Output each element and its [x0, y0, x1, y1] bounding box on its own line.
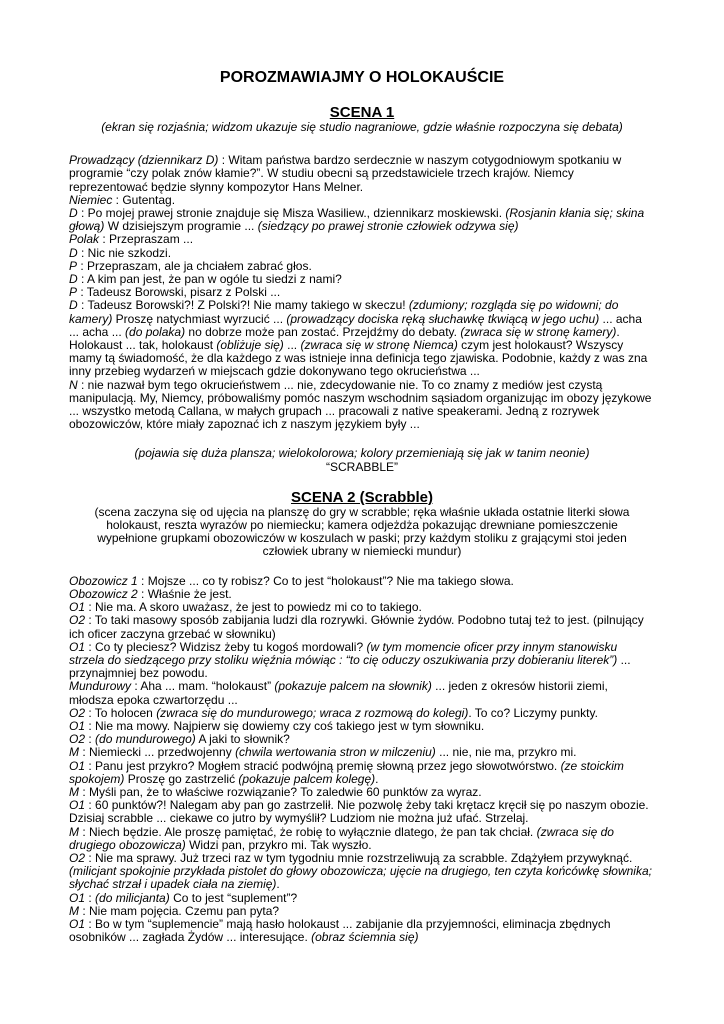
line-text: . Holokaust ... tak, holokaust: [69, 324, 620, 353]
italic-text: O1: [69, 890, 86, 905]
line-text: : Bo w tym “suplemencie” mają hasło holokaust ... zabijanie dla przyjemności, eliminacja zbędnych osobników ... zagłada Żydów ... interesujące.: [69, 916, 611, 945]
italic-text: (chwila wertowania stron w milczeniu): [235, 745, 436, 760]
line-text: ...: [283, 338, 301, 353]
italic-text: O2: [69, 850, 86, 865]
italic-text: (do mundurowego): [95, 732, 196, 747]
italic-text: (Rosjanin kłania się; skina głową): [69, 206, 645, 234]
scene1-line: [69, 299, 655, 378]
document-title: POROZMAWIAJMY O HOLOKAUŚCIE: [219, 69, 505, 86]
italic-text: (obraz ściemnia się): [311, 930, 419, 945]
italic-text: Obozowicz 1: [69, 573, 138, 588]
scene2-line: [69, 918, 655, 944]
line-text: : Przepraszam, ale ja chciałem zabrać głos.: [77, 258, 312, 273]
line-text: : Niemiecki ... przedwojenny: [79, 745, 236, 760]
scene2-line: [69, 760, 655, 786]
line-text: ... jeden z okresów historii ziemi, młodsza epoka czwartorzędu ...: [69, 679, 608, 707]
italic-text: O1: [69, 639, 86, 654]
italic-text: D: [69, 272, 78, 287]
italic-text: P: [69, 285, 78, 300]
italic-text: Niemiec: [69, 192, 113, 207]
scrabble-sign: “SCRABBLE”: [325, 459, 399, 474]
italic-text: (zwraca się do mundurowego; wraca z rozmową do kolegi): [156, 705, 469, 720]
italic-text: (zdumiony; rozgląda się po widowni; do kamery): [69, 298, 619, 326]
italic-text: (milicjant spokojnie przykłada pistolet do głowy obozowicza; ujęcie na drugiego, ten czyta końcówkę słownika; słychać strzał i upadek ciała na ziemię): [69, 864, 652, 892]
line-text: Co to jest “suplement”?: [169, 890, 298, 905]
italic-text: O1: [69, 916, 86, 931]
italic-text: (ze stoickim spokojem): [69, 758, 624, 786]
line-text: ... nie, nie ma, przykro mi.: [435, 745, 577, 760]
line-text: : A kim pan jest, że pan w ogóle tu siedzi z nami?: [77, 272, 342, 287]
italic-text: M: [69, 784, 79, 799]
line-text: : Po mojej prawej stronie znajduje się Misza Wasiliew., dziennikarz moskiewski.: [77, 206, 506, 221]
line-text: no dobrze może pan zostać. Przejdźmy do debaty.: [185, 324, 461, 339]
italic-text: M: [69, 903, 79, 918]
italic-text: D: [69, 206, 78, 221]
scene2-line: [69, 614, 655, 640]
line-text: czym jest holokaust? Wszyscy mamy tą świadomość, że dla każdego z was istnieje inna definicja tego zjawiska. Podobnie, każdy z was zna inny przebieg wydarzeń w miejscach gdzie dokonywano tego okrucieństwa ...: [69, 338, 648, 379]
line-text: : Nie ma sprawy. Już trzeci raz w tym tygodniu mnie rozstrzeliwują za scrabble. Zdążyłem przywyknąć.: [85, 850, 633, 865]
italic-text: (obliżuje się): [216, 338, 284, 353]
line-text: : To holocen: [85, 705, 157, 720]
italic-text: (do milicjanta): [95, 890, 170, 905]
scene-1-closing-note: (pojawia się duża plansza; wielokolorowa; kolory przemieniają się jak w tanim neonie): [134, 446, 590, 461]
line-text: Proszę go zastrzelić: [124, 771, 239, 786]
scene-2-stage-note: (scena zaczyna się od ujęcia na planszę do gry w scrabble; ręka właśnie układa ostatnie literki słowa holokaust, reszta wyrazów po niemiecku; kamera odjeżdża pokazując drewniane pomieszczenie wypełnione grupkami obozowiczów w koszulach w paski; przy każdym stoliku z grającymi stoi jeden człowiek ubrany w niemiecki mundur): [94, 504, 630, 559]
line-text: : nie nazwał bym tego okrucieństwem ... nie, zdecydowanie nie. To co znamy z mediów jest czystą manipulacją. My, Niemcy, próbowaliśmy pomóc naszym wschodnim sąsiadom organizując im obozy językowe ... wszystko metodą Callana, w małych grupach ... pracowali z native speakerami. Jedną z rozrywek obozowiczów, które miały zapoznać ich z naszym językiem były ...: [69, 377, 652, 432]
scene-1-dialogue: [69, 154, 655, 431]
scene2-line: [69, 641, 655, 681]
scene-2-dialogue: [69, 575, 655, 945]
line-text: : 60 punktów?! Nalegam aby pan go zastrzelił. Nie pozwolę żeby taki krętacz kręcił się po naszym obozie. Dzisiaj scrabble ... ciekawe co jutro by wymyślił? Ludziom nie można już ufać. Strzelaj.: [69, 798, 649, 826]
italic-text: Polak: [69, 232, 100, 247]
line-text: . To co? Liczymy punkty.: [468, 705, 598, 720]
italic-text: O2: [69, 613, 86, 628]
italic-text: O1: [69, 718, 86, 733]
italic-text: (prowadzący dociska ręką słuchawkę tkwiącą w jego uchu): [286, 311, 600, 326]
line-text: : Mojsze ... co ty robisz? Co to jest “holokaust”? Nie ma takiego słowa.: [137, 573, 514, 588]
document-page: [69, 68, 655, 944]
italic-text: (zwraca się w stronę kamery): [460, 324, 617, 339]
scene1-line: [69, 379, 655, 432]
italic-text: Mundurowy: [69, 679, 132, 694]
scene2-line: [69, 680, 655, 706]
italic-text: O1: [69, 758, 86, 773]
italic-text: M: [69, 745, 79, 760]
line-text: A jaki to słownik?: [195, 732, 290, 747]
italic-text: Obozowicz 2: [69, 586, 138, 601]
scene2-line: [69, 799, 655, 825]
italic-text: M: [69, 824, 79, 839]
line-text: : Aha ... mam. “holokaust”: [131, 679, 275, 694]
italic-text: N: [69, 377, 78, 392]
line-text: : Tadeusz Borowski, pisarz z Polski ...: [77, 285, 281, 300]
scene-2-heading: SCENA 2 (Scrabble): [291, 488, 433, 506]
line-text: Widzi pan, przykro mi. Tak wyszło.: [185, 837, 372, 852]
italic-text: (pokazuje palcem na słownik): [274, 679, 432, 694]
scene-1-heading: SCENA 1: [329, 104, 395, 121]
line-text: :: [85, 732, 96, 747]
line-text: : Co ty pleciesz? Widzisz żeby tu kogoś mordowali?: [85, 639, 367, 654]
line-text: : Właśnie że jest.: [137, 586, 232, 601]
italic-text: (pokazuje palcem kolegę): [238, 771, 376, 786]
scene-1-stage-note: (ekran się rozjaśnia; widzom ukazuje się studio nagraniowe, gdzie właśnie rozpoczyna się debata): [101, 120, 623, 134]
italic-text: (siedzący po prawej stronie człowiek odzywa się): [257, 219, 519, 234]
line-text: : Nie mam pojęcia. Czemu pan pyta?: [79, 903, 280, 918]
line-text: ... acha ... acha ...: [69, 311, 642, 339]
scene2-line: [69, 826, 655, 852]
italic-text: O1: [69, 600, 86, 615]
line-text: : Panu jest przykro? Mogłem stracić podwójną premię słowną przez jego słowotwórstwo.: [85, 758, 561, 773]
italic-text: O2: [69, 732, 86, 747]
line-text: : Witam państwa bardzo serdecznie w naszym cotygodniowym spotkaniu w programie “czy polak znów kłamie?”. W studiu obecni są przedstawiciele trzech krajów. Niemcy reprezentować będzie słynny kompozytor Hans Melner.: [69, 153, 622, 194]
line-text: W dzisiejszym programie ...: [104, 219, 258, 234]
line-text: .: [375, 771, 379, 786]
italic-text: (w tym momencie oficer przy innym stanowisku strzela do siedzącego przy stoliku więźnia mówiąc : “to cię oduczy oszukiwania przy dobieraniu literek”): [69, 639, 618, 667]
italic-text: O1: [69, 798, 86, 813]
line-text: : Tadeusz Borowski?! Z Polski?! Nie mamy takiego w skeczu!: [77, 298, 409, 313]
line-text: ... przynajmniej bez powodu.: [69, 652, 631, 681]
line-text: : Nic nie szkodzi.: [77, 245, 172, 260]
line-text: .: [276, 877, 280, 892]
line-text: : Myśli pan, że to właściwe rozwiązanie? To zaledwie 60 punktów za wyraz.: [79, 784, 482, 799]
scene1-line: [69, 207, 655, 233]
italic-text: Prowadzący (dziennikarz D): [69, 153, 219, 168]
italic-text: P: [69, 258, 78, 273]
italic-text: O2: [69, 705, 86, 720]
scene1-line: [69, 154, 655, 194]
scene2-line: [69, 852, 655, 892]
italic-text: D: [69, 298, 78, 313]
line-text: : Nie ma. A skoro uważasz, że jest to powiedz mi co to takiego.: [85, 600, 422, 615]
line-text: : Gutentag.: [112, 192, 176, 207]
italic-text: (zwraca się do drugiego obozowicza): [69, 824, 614, 852]
italic-text: (zwraca się w stronę Niemca): [300, 338, 458, 353]
line-text: : Przepraszam ...: [99, 232, 194, 247]
line-text: :: [85, 890, 96, 905]
line-text: : Niech będzie. Ale proszę pamiętać, że robię to wyłącznie dlatego, że pan tak chciał.: [79, 824, 537, 839]
italic-text: D: [69, 245, 78, 260]
line-text: : To taki masowy sposób zabijania ludzi dla rozrywki. Głównie żydów. Podobno tutaj też to jest. (pilnujący ich oficer zaczyna grzebać w słowniku): [69, 613, 644, 641]
line-text: Proszę natychmiast wyrzucić ...: [112, 311, 287, 326]
italic-text: (do polaka): [125, 324, 186, 339]
line-text: : Nie ma mowy. Najpierw się dowiemy czy coś takiego jest w tym słowniku.: [85, 718, 485, 733]
